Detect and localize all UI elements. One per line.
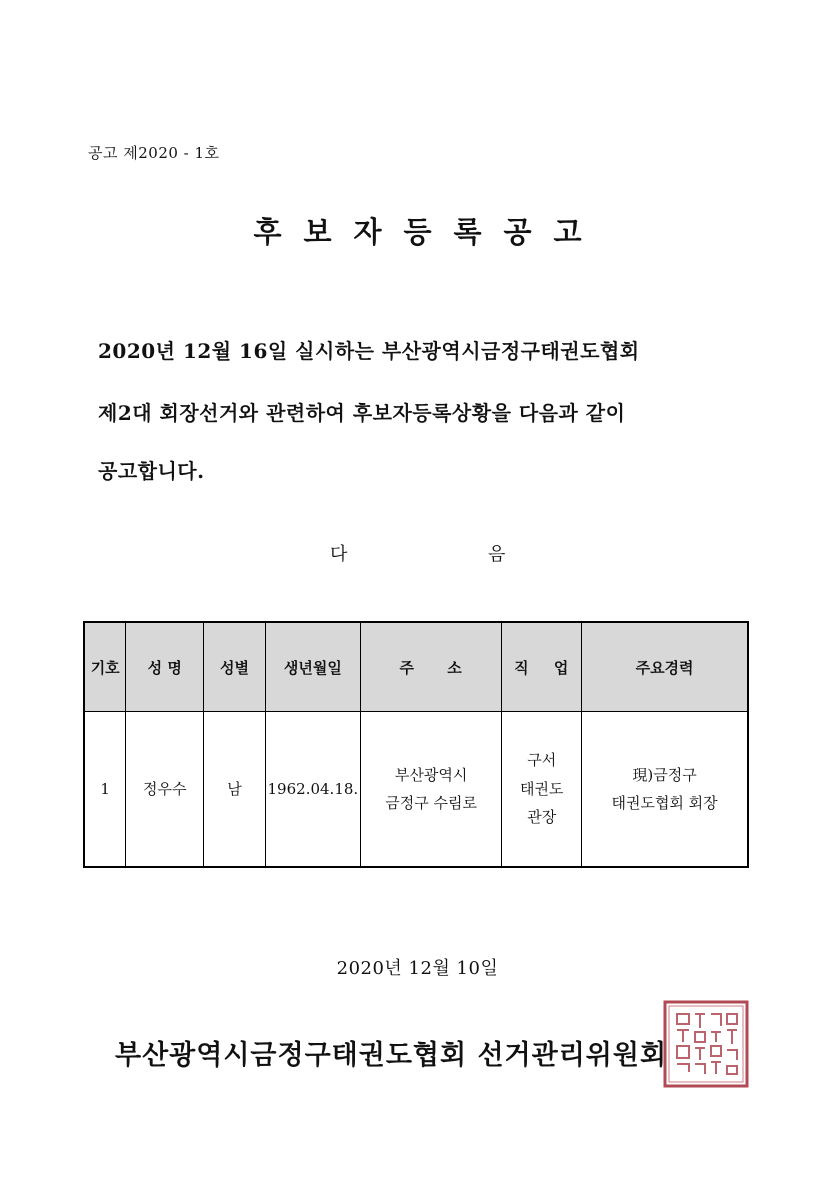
header-gender: 성별 — [204, 622, 266, 712]
job-line-3: 관장 — [527, 808, 557, 827]
cell-job — [502, 712, 582, 868]
notice-number: 공고 제2020 - 1호 — [88, 144, 220, 162]
address-line-2: 금정구 수림로 — [385, 794, 477, 812]
page-title: 후보자등록공고 — [253, 215, 604, 249]
table-header-row — [84, 622, 748, 712]
subheading-right: 음 — [488, 544, 506, 565]
header-name: 성 명 — [126, 622, 204, 712]
table-row — [84, 712, 748, 868]
header-no: 기호 — [84, 622, 126, 712]
header-address: 주 소 — [360, 622, 502, 712]
cell-name: 정우수 — [126, 712, 204, 868]
cell-gender: 남 — [204, 712, 266, 868]
cell-no: 1 — [84, 712, 126, 868]
body-line-1: 2020년 12월 16일 실시하는 부산광역시금정구태권도협회 — [98, 339, 640, 363]
issue-date: 2020년 12월 10일 — [336, 958, 499, 979]
career-line-1: 現)금정구 — [632, 765, 697, 784]
subheading-left: 다 — [330, 544, 348, 565]
cell-birth: 1962.04.18. — [265, 712, 360, 868]
job-line-1: 구서 — [527, 751, 557, 770]
job-line-2: 태권도 — [520, 779, 564, 798]
body-line-2: 제2대 회장선거와 관련하여 후보자등록상황을 다음과 같이 — [98, 401, 626, 425]
body-line-3: 공고합니다. — [98, 459, 205, 483]
committee-name: 부산광역시금정구태권도협회 선거관리위원회 — [115, 1040, 668, 1071]
official-seal-icon — [663, 1000, 749, 1088]
header-career: 주요경력 — [582, 622, 748, 712]
header-job: 직 업 — [502, 622, 582, 712]
candidate-table — [83, 621, 749, 868]
address-line-1: 부산광역시 — [394, 765, 468, 784]
cell-career — [582, 712, 748, 868]
cell-address — [360, 712, 502, 868]
header-birth: 생년월일 — [265, 622, 360, 712]
career-line-2: 태권도협회 회장 — [611, 794, 718, 812]
